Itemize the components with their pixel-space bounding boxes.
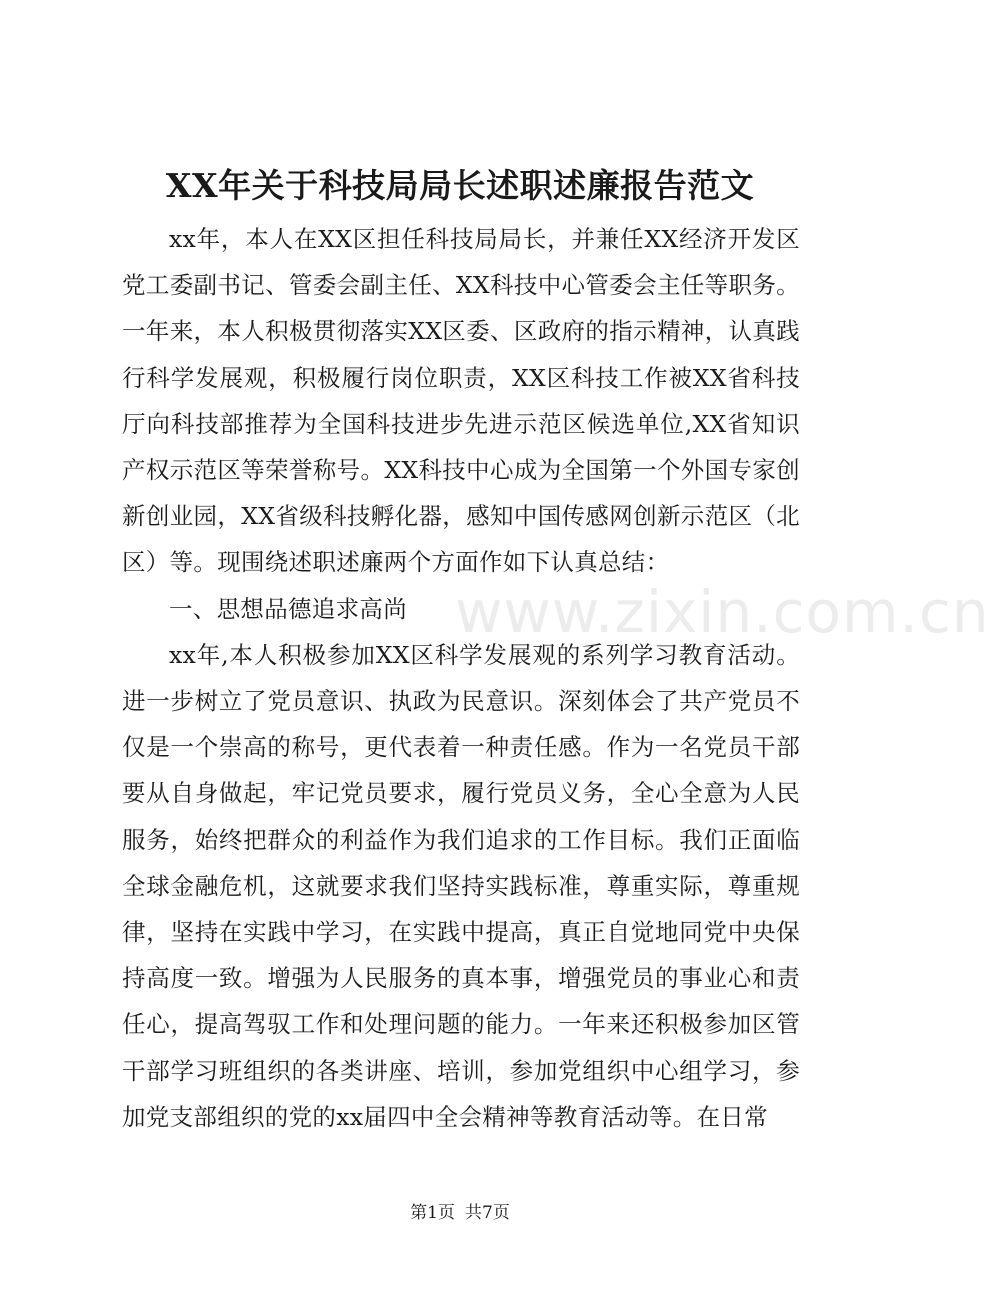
document-body xyxy=(122,216,800,1140)
document-title: XX年关于科技局局长述职述廉报告范文 xyxy=(165,166,755,205)
section-heading: 一、思想品德追求高尚 xyxy=(169,594,407,623)
paragraph-intro: xx年，本人在XX区担任科技局局长，并兼任XX经济开发区党工委副书记、管委会副主任、XX科技中心管委会主任等职务。一年来，本人积极贯彻落实XX区委、区政府的指示精神，认真践行科学发展观，积极履行岗位职责，XX区科技工作被XX省科技厅向科技部推荐为全国科技进步先进示范区候选单位,XX省知识产权示范区等荣誉称号。XX科技中心成为全国第一个外国专家创新创业园，XX省级科技孵化器，感知中国传感网创新示范区（北区）等。现围绕述职述廉两个方面作如下认真总结： xyxy=(122,225,800,577)
paragraph-section-1: xx年,本人积极参加XX区科学发展观的系列学习教育活动。进一步树立了党员意识、执政为民意识。深刻体会了共产党员不仅是一个崇高的称号，更代表着一种责任感。作为一名党员干部要从自身做起，牢记党员要求，履行党员义务，全心全意为人民服务，始终把群众的利益作为我们追求的工作目标。我们正面临全球金融危机，这就要求我们坚持实践标准，尊重实际，尊重规律，坚持在实践中学习，在实践中提高，真正自觉地同党中央保持高度一致。增强为人民服务的真本事，增强党员的事业心和责任心，提高驾驭工作和处理问题的能力。一年来还积极参加区管干部学习班组织的各类讲座、培训，参加党组织中心组学习，参加党支部组织的党的xx届四中全会精神等教育活动等。在日常 xyxy=(122,640,800,1131)
page-number-current: 第1页 xyxy=(410,1203,455,1223)
page-footer xyxy=(0,1198,920,1228)
page-number-total: 共7页 xyxy=(465,1203,510,1223)
watermark: www.zixin.com.cn xyxy=(455,578,990,646)
